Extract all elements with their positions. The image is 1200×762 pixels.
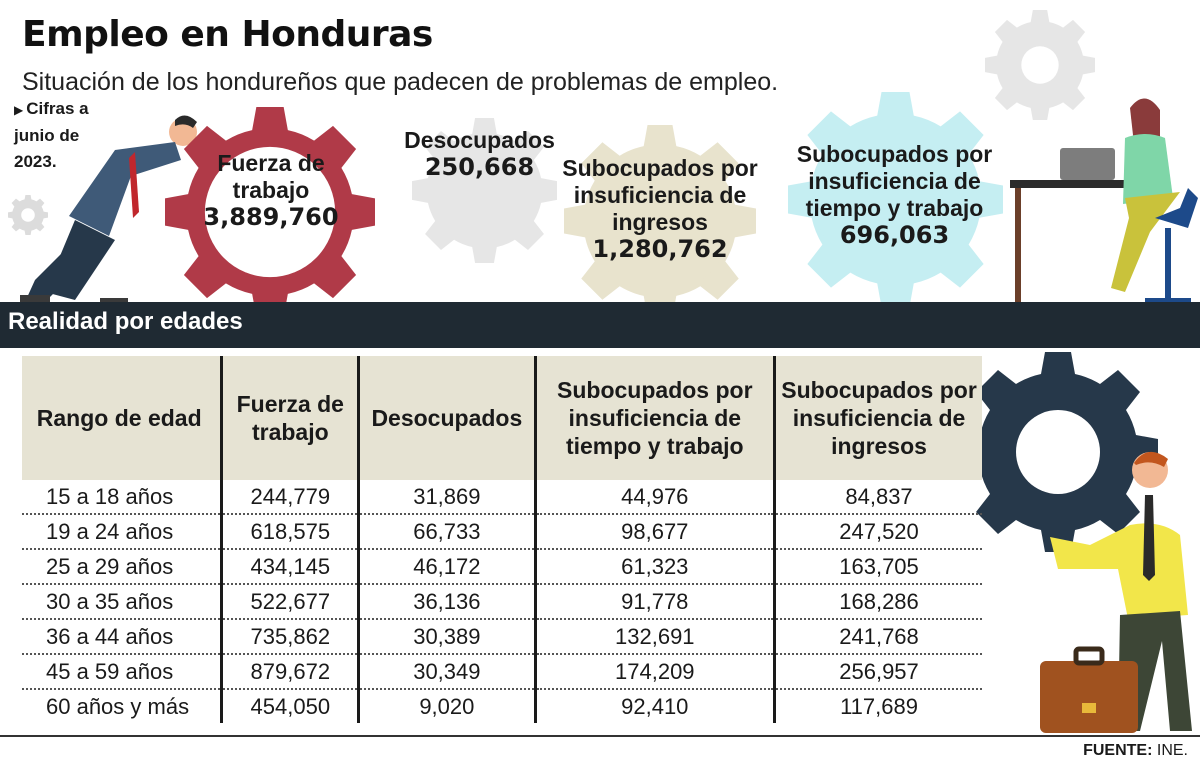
table-row — [22, 654, 982, 689]
date-note-text: Cifras a junio de 2023. — [14, 99, 89, 171]
cell-fuerza: 522,677 — [222, 584, 359, 619]
cell-desocupados: 46,172 — [359, 549, 535, 584]
table-row — [22, 584, 982, 619]
page-subtitle: Situación de los hondureños que padecen de problemas de empleo. — [22, 68, 779, 96]
cell-rango: 25 a 29 años — [22, 549, 222, 584]
sub-ingresos-gear-text — [562, 155, 758, 263]
table-row — [22, 689, 982, 723]
sub-ingresos-value: 1,280,762 — [592, 235, 728, 263]
triangle-icon: ▶ — [14, 103, 24, 117]
source-label: FUENTE: — [1083, 742, 1153, 759]
header-fuerza: Fuerza de trabajo — [222, 356, 359, 480]
cell-desocupados: 30,389 — [359, 619, 535, 654]
woman-laptop-illustration — [1005, 98, 1200, 310]
cell-fuerza: 454,050 — [222, 689, 359, 723]
cell-rango: 19 a 24 años — [22, 514, 222, 549]
cell-sub-ingresos: 84,837 — [775, 480, 982, 514]
cell-desocupados: 9,020 — [359, 689, 535, 723]
source-credit — [1083, 742, 1188, 760]
header-sub-tiempo: Subocupados por insuficiencia de tiempo y trabajo — [535, 356, 775, 480]
header-sub-ingresos: Subocupados por insuficiencia de ingresos — [775, 356, 982, 480]
cell-rango: 30 a 35 años — [22, 584, 222, 619]
cell-sub-ingresos: 163,705 — [775, 549, 982, 584]
table-row — [22, 514, 982, 549]
page-title: Empleo en Honduras — [22, 14, 433, 55]
source-value: INE. — [1156, 742, 1188, 759]
cell-rango: 45 a 59 años — [22, 654, 222, 689]
cell-sub-tiempo: 98,677 — [535, 514, 775, 549]
cell-desocupados: 36,136 — [359, 584, 535, 619]
man-holding-gear-illustration — [1040, 445, 1200, 735]
age-table — [22, 356, 982, 723]
section-title: Realidad por edades — [8, 308, 243, 335]
bottom-divider — [0, 735, 1200, 737]
cell-sub-tiempo: 91,778 — [535, 584, 775, 619]
cell-sub-tiempo: 132,691 — [535, 619, 775, 654]
cell-desocupados: 31,869 — [359, 480, 535, 514]
cell-sub-tiempo: 174,209 — [535, 654, 775, 689]
cell-desocupados: 66,733 — [359, 514, 535, 549]
cell-fuerza: 618,575 — [222, 514, 359, 549]
cell-desocupados: 30,349 — [359, 654, 535, 689]
cell-sub-tiempo: 92,410 — [535, 689, 775, 723]
cell-rango: 15 a 18 años — [22, 480, 222, 514]
cell-sub-ingresos: 247,520 — [775, 514, 982, 549]
fuerza-label: Fuerza de trabajo — [217, 150, 325, 203]
table-row — [22, 480, 982, 514]
cell-sub-ingresos: 117,689 — [775, 689, 982, 723]
sub-ingresos-label: Subocupados por insuficiencia de ingresos — [562, 155, 758, 235]
sub-tiempo-value: 696,063 — [839, 221, 950, 249]
cell-sub-ingresos: 256,957 — [775, 654, 982, 689]
cell-fuerza: 244,779 — [222, 480, 359, 514]
table-header-row — [22, 356, 982, 480]
table-row — [22, 549, 982, 584]
fuerza-gear-text — [196, 150, 346, 231]
cell-rango: 60 años y más — [46, 693, 190, 719]
sub-tiempo-gear-text — [787, 141, 1002, 249]
desocupados-value: 250,668 — [424, 153, 535, 181]
cell-sub-ingresos: 241,768 — [775, 619, 982, 654]
cell-rango: 36 a 44 años — [22, 619, 222, 654]
cell-fuerza: 879,672 — [222, 654, 359, 689]
header-rango: Rango de edad — [22, 356, 222, 480]
desocupados-label: Desocupados — [404, 127, 555, 153]
cell-sub-ingresos: 168,286 — [775, 584, 982, 619]
desocupados-gear-text — [392, 127, 567, 181]
cell-fuerza: 735,862 — [222, 619, 359, 654]
table-row — [22, 619, 982, 654]
cell-fuerza: 434,145 — [222, 549, 359, 584]
cell-sub-tiempo: 61,323 — [535, 549, 775, 584]
header-desocupados: Desocupados — [359, 356, 535, 480]
fuerza-value: 3,889,760 — [203, 203, 339, 231]
cell-sub-tiempo: 44,976 — [535, 480, 775, 514]
sub-tiempo-label: Subocupados por insuficiencia de tiempo y trabajo — [796, 141, 993, 221]
